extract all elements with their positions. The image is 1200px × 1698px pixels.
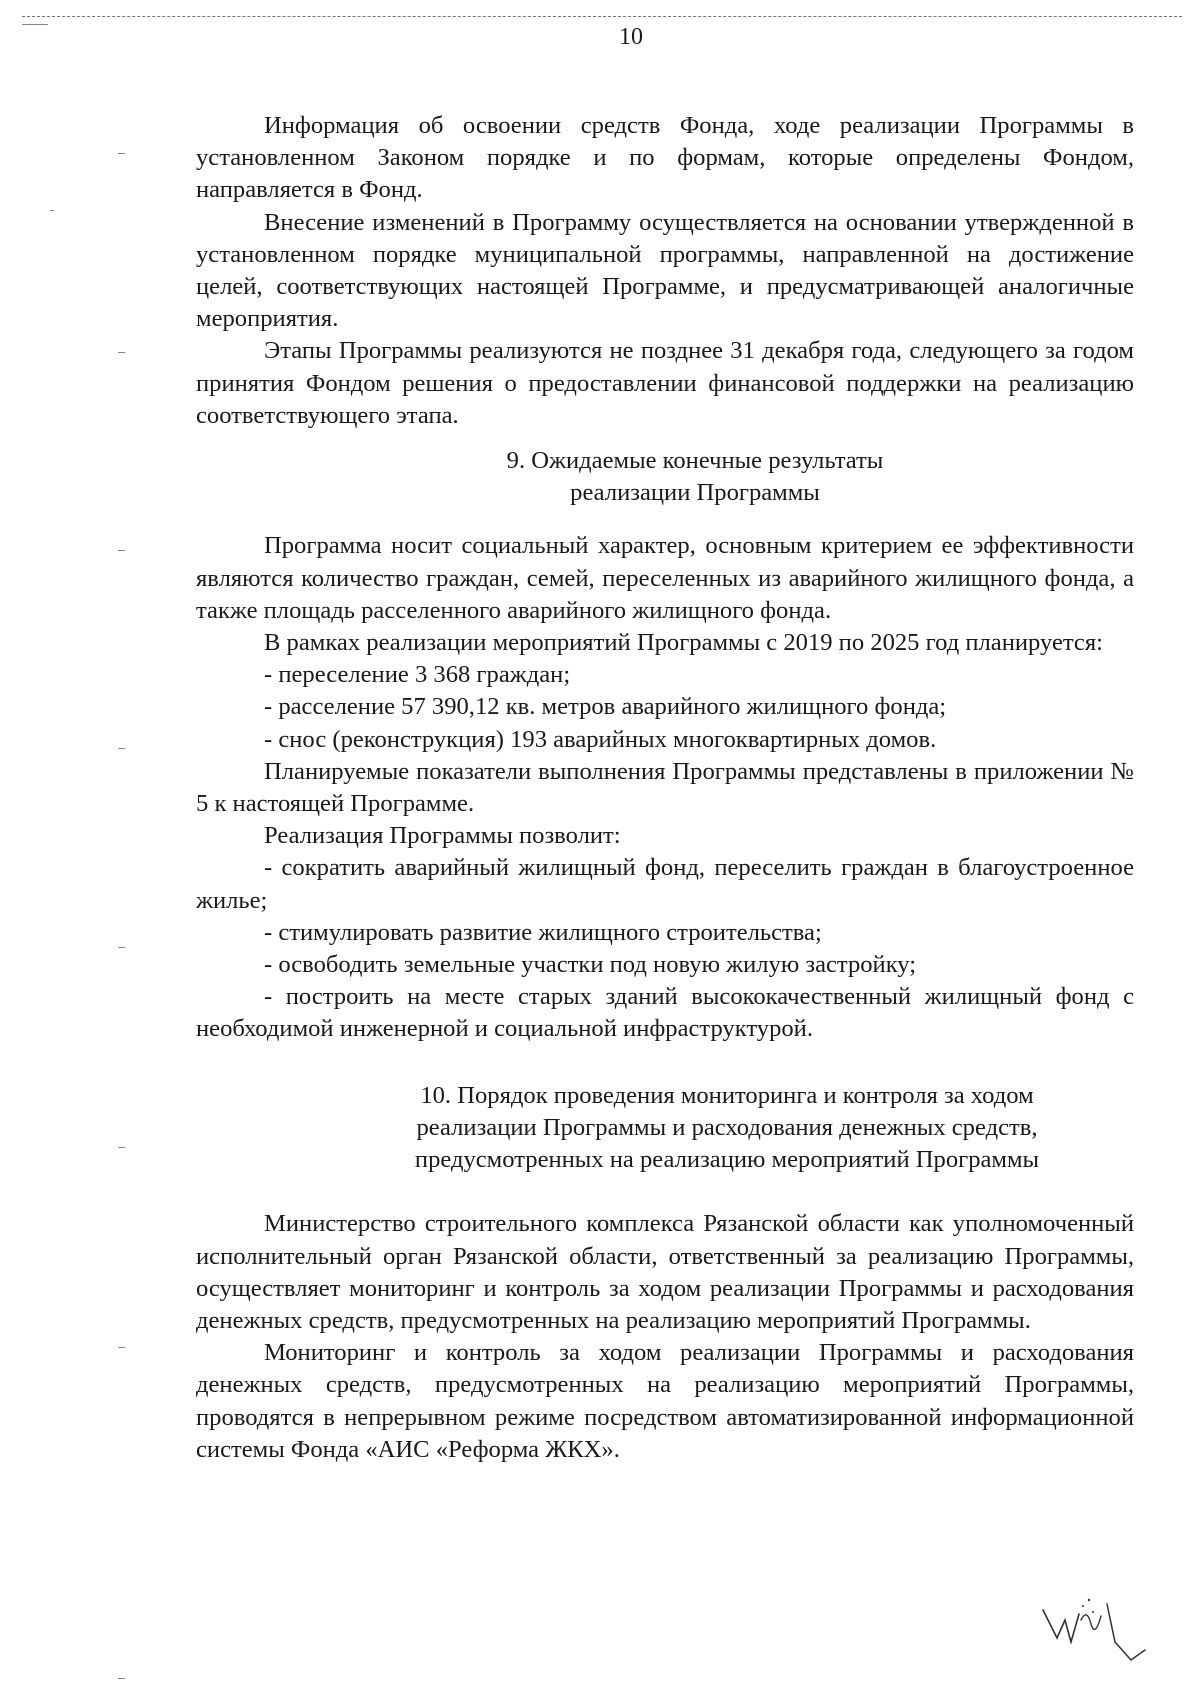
plan-list-item: - расселение 57 390,12 кв. метров аварийного жилищного фонда; [264,693,947,721]
paragraph-monitoring-system: Мониторинг и контроль за ходом реализации Программы и расходования денежных средств, предусмотренных на реализацию мероприятий Программы, проводятся в непрерывном режиме посредством автоматизированной информационной системы Фонда «АИС «Реформа ЖКХ». [196,1339,1134,1463]
paragraph-ministry-monitoring: Министерство строительного комплекса Рязанской области как уполномоченный исполнительный орган Рязанской области, ответственный за реализацию Программы, осуществляет мониторинг и контроль за ходом реализации Программы и расходования денежных средств, предусмотренных на реализацию мероприятий Программы. [196,1210,1134,1334]
paragraph-program-changes: Внесение изменений в Программу осуществляется на основании утвержденной в установленном порядке муниципальной программы, направленной на достижение целей, соответствующих настоящей Программе, и предусматривающей аналогичные мероприятия. [196,208,1134,333]
plan-list-item: - снос (реконструкция) 193 аварийных многоквартирных домов. [264,725,937,753]
paragraph-plan-intro: В рамках реализации мероприятий Программы с 2019 по 2025 год планируется: [264,629,1103,657]
paragraph-fund-info: Информация об освоении средств Фонда, ходе реализации Программы в установленном Законом порядке и по формам, которые определены Фондом, направляется в Фонд. [196,112,1134,204]
paragraph-indicators: Планируемые показатели выполнения Программы представлены в приложении № 5 к настоящей Программе. [196,757,1134,818]
scan-margin-mark [118,352,125,353]
result-list-item: - сократить аварийный жилищный фонд, переселить граждан в благоустроенное жилье; [196,854,1134,914]
result-list-item: - освободить земельные участки под новую жилую застройку; [264,951,917,979]
section-10-heading-line: 10. Порядок проведения мониторинга и контроля за ходом [420,1081,1034,1109]
scan-margin-mark [50,210,54,211]
paragraph-program-stages: Этапы Программы реализуются не позднее 31 декабря года, следующего за годом принятия Фондом решения о предоставлении финансовой поддержки на реализацию соответствующего этапа. [196,337,1134,429]
paragraph-social-character: Программа носит социальный характер, основным критерием ее эффективности являются количество граждан, семей, переселенных из аварийного жилищного фонда, а также площадь расселенного аварийного жилищного фонда. [196,532,1134,624]
plan-list-item: - переселение 3 368 граждан; [264,661,571,689]
section-10-heading-line: предусмотренных на реализацию мероприятий Программы [414,1146,1040,1174]
document-body [196,110,1134,1466]
section-9-heading [196,445,1134,509]
scan-margin-mark [118,550,125,551]
page-number: 10 [619,24,643,50]
result-list-item: - стимулировать развитие жилищного строительства; [264,918,822,946]
scan-margin-mark [118,153,125,154]
scan-margin-mark [118,748,125,749]
section-10-heading-line: реализации Программы и расходования денежных средств, [416,1113,1038,1141]
scan-margin-mark [118,1147,125,1148]
result-list-item: - построить на месте старых зданий высококачественный жилищный фонд с необходимой инженерной и социальной инфраструктурой. [196,983,1134,1043]
handwritten-signature-icon [1035,1590,1165,1670]
section-9-heading-line: реализации Программы [570,479,820,507]
scan-margin-mark [118,1678,125,1679]
section-10-heading [196,1080,1134,1177]
scan-corner-mark [22,24,48,25]
scan-margin-mark [118,947,125,948]
scan-top-border [22,16,1182,17]
section-9-heading-line: 9. Ожидаемые конечные результаты [506,447,884,475]
scan-margin-mark [118,1347,125,1348]
paragraph-results-intro: Реализация Программы позволит: [264,822,621,850]
